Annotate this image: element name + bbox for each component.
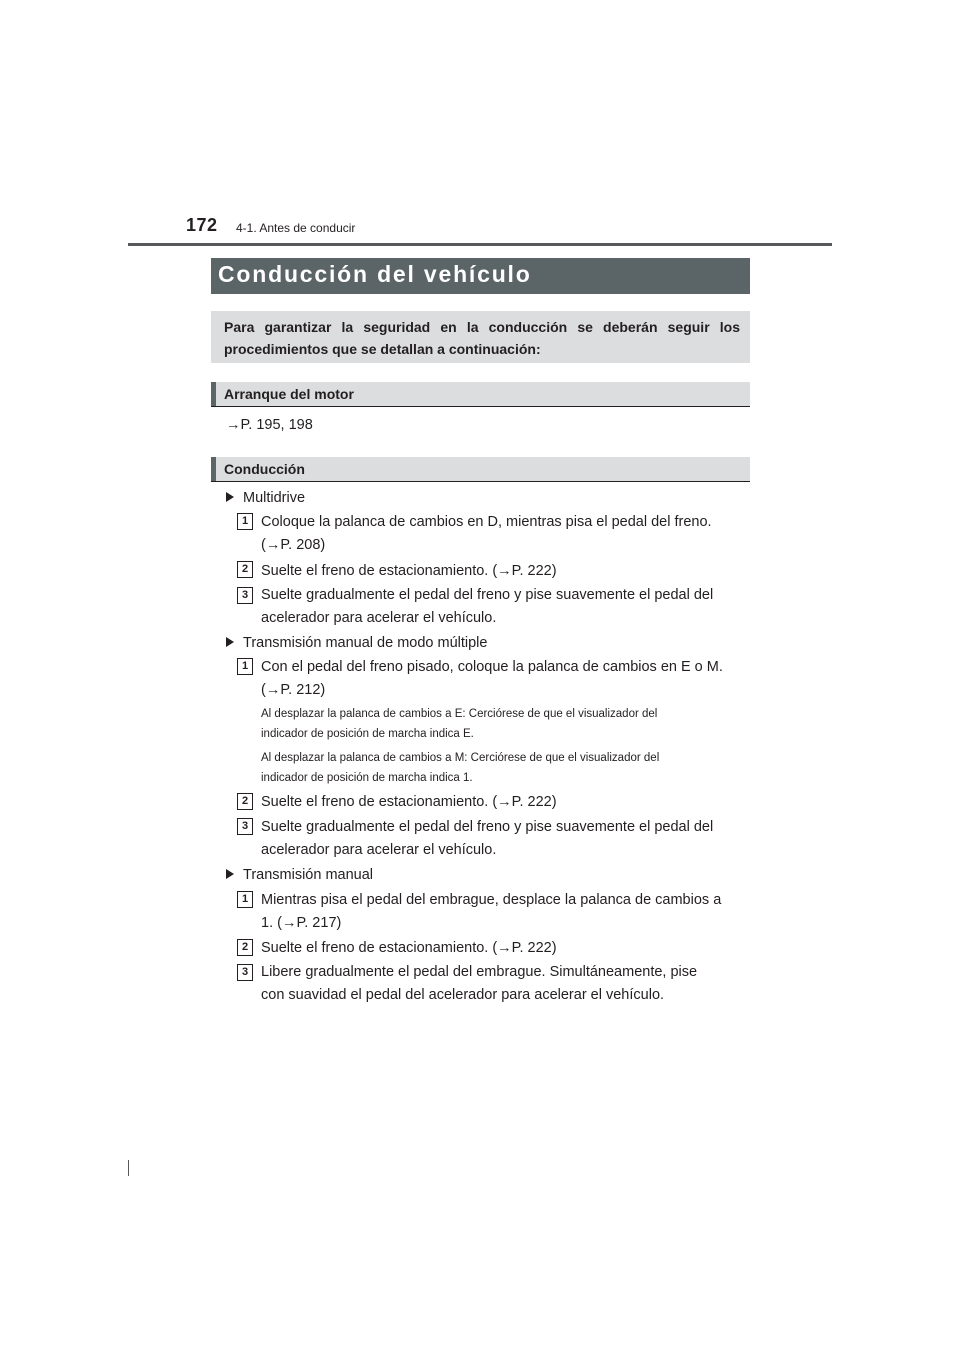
section-heading-bar (211, 457, 216, 481)
step-number-badge: 1 (237, 513, 253, 530)
section-heading-bar (211, 382, 216, 406)
step-number-badge: 1 (237, 891, 253, 908)
intro-box (211, 311, 750, 363)
step-text (261, 889, 746, 935)
step-number-badge: 1 (237, 658, 253, 675)
step-number-badge: 2 (237, 793, 253, 810)
breadcrumb: 4-1. Antes de conducir (236, 221, 356, 235)
section-heading-label: Arranque del motor (224, 386, 354, 402)
step-number-badge: 2 (237, 561, 253, 578)
step-text: Suelte el freno de estacionamiento. (→P. 222) (261, 794, 557, 810)
step-text (261, 511, 746, 557)
note-line: indicador de posición de marcha indica E. (261, 728, 474, 740)
title-banner (211, 258, 750, 294)
step-number-badge: 3 (237, 818, 253, 835)
step-text (261, 656, 746, 702)
subheading-multidrive (226, 487, 305, 510)
note-text (261, 704, 746, 744)
note-text (261, 748, 746, 788)
step-line: Coloque la palanca de cambios en D, mientras pisa el pedal del freno. (261, 514, 712, 530)
step-text: Suelte el freno de estacionamiento. (→P. 222) (261, 940, 557, 956)
subheading-label: Transmisión manual de modo múltiple (243, 635, 488, 651)
step-line: Libere gradualmente el pedal del embrague. Simultáneamente, pise (261, 964, 698, 980)
intro-text: Para garantizar la seguridad en la conducción se deberán seguir los procedimientos que se detallan a continuación: (224, 319, 740, 357)
note-line: indicador de posición de marcha indica 1. (261, 772, 473, 784)
subheading-label: Multidrive (243, 490, 306, 506)
section-heading-label: Conducción (224, 461, 305, 477)
step-text: Suelte el freno de estacionamiento. (→P. 222) (261, 563, 557, 579)
step-line: Suelte gradualmente el pedal del freno y pise suavemente el pedal del (261, 587, 714, 603)
step-line: (→P. 212) (261, 682, 326, 698)
note-line: Al desplazar la palanca de cambios a E: Cerciórese de que el visualizador del (261, 708, 658, 720)
step-text (261, 584, 746, 630)
subheading-manual-transmission (226, 864, 373, 887)
step-line: con suavidad el pedal del acelerador para acelerar el vehículo. (261, 987, 665, 1003)
triangle-bullet-icon (226, 492, 234, 502)
step-line: Suelte gradualmente el pedal del freno y pise suavemente el pedal del (261, 819, 714, 835)
step-text (261, 816, 746, 862)
triangle-bullet-icon (226, 637, 234, 647)
step-line: (→P. 208) (261, 537, 326, 553)
step-number-badge: 3 (237, 964, 253, 981)
step-text (261, 961, 746, 1007)
subheading-label: Transmisión manual (243, 867, 374, 883)
step-line: 1. (→P. 217) (261, 915, 342, 931)
step-number-badge: 2 (237, 939, 253, 956)
step-line: Mientras pisa el pedal del embrague, desplace la palanca de cambios a (261, 892, 722, 908)
subheading-multimode-transmission (226, 632, 487, 655)
page-reference: →P. 195, 198 (226, 417, 313, 433)
section-heading-conduccion (211, 457, 750, 482)
step-line: Con el pedal del freno pisado, coloque la palanca de cambios en E o M. (261, 659, 723, 675)
step-line: acelerador para acelerar el vehículo. (261, 610, 497, 626)
step-line: acelerador para acelerar el vehículo. (261, 842, 497, 858)
step-number-badge: 3 (237, 587, 253, 604)
page-number: 172 (186, 215, 218, 235)
page-title: Conducción del vehículo (218, 261, 532, 287)
header-divider (128, 243, 832, 246)
note-line: Al desplazar la palanca de cambios a M: Cerciórese de que el visualizador del (261, 752, 660, 764)
section-heading-arranque (211, 382, 750, 407)
margin-mark (128, 1160, 129, 1176)
triangle-bullet-icon (226, 869, 234, 879)
